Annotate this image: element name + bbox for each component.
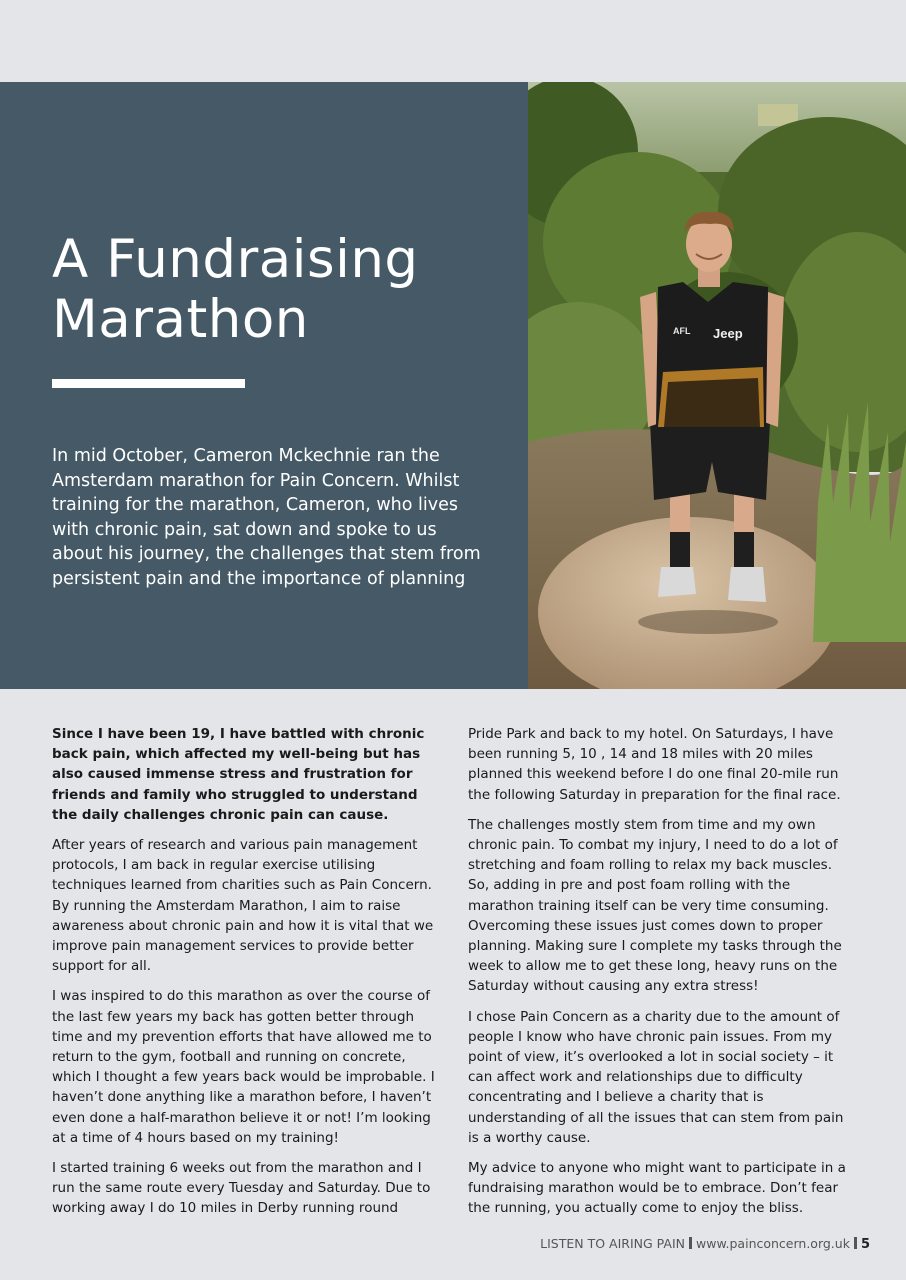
article-title-line-2: Marathon [52, 289, 309, 350]
footer-url: www.painconcern.org.uk [696, 1236, 850, 1251]
article-paragraph: Pride Park and back to my hotel. On Saturdays, I have been running 5, 10 , 14 and 18 miles with 20 miles planned this weekend before I do one final 20-mile run the following Saturday in preparation for the final race. [468, 726, 841, 803]
article-paragraph: I started training 6 weeks out from the marathon and I run the same route every Tuesday and Saturday. Due to working away I do 10 miles in Derby running round [52, 1160, 431, 1217]
article-paragraph: I chose Pain Concern as a charity due to the amount of people I know who have chronic pain issues. From my point of view, it’s overlooked a lot in social society – it can affect work and relationships due to difficulty concentrating and I believe a charity that is understanding of all the issues that can stem from pain is a worthy cause. [468, 1008, 844, 1146]
article-title [52, 230, 419, 350]
page-number: 5 [860, 1237, 870, 1252]
article-paragraph: After years of research and various pain management protocols, I am back in regular exercise utilising techniques learned from charities such as Pain Concern. By running the Amsterdam Marathon, I aim to raise awareness about chronic pain and how it is vital that we improve pain management services to provide better support for all. [52, 837, 434, 975]
runner-photo [528, 82, 906, 689]
svg-text:Jeep: Jeep [713, 326, 743, 341]
article-column-left [52, 724, 437, 1229]
hero-title-panel [0, 82, 528, 689]
article-lead-paragraph: Since I have been 19, I have battled with chronic back pain, which affected my well-being but has also caused immense stress and frustration for friends and family who struggled to understand the daily challenges chronic pain can cause. [52, 726, 425, 823]
article-column-right [468, 724, 853, 1229]
footer-listen-text: LISTEN TO AIRING PAIN [540, 1236, 685, 1251]
article-paragraph: My advice to anyone who might want to participate in a fundraising marathon would be to embrace. Don’t fear the running, you actually come to enjoy the bliss. [468, 1160, 846, 1217]
title-underline [52, 379, 245, 388]
article-title-line-1: A Fundraising [52, 229, 419, 290]
footer-separator [854, 1237, 857, 1249]
article-paragraph: The challenges mostly stem from time and my own chronic pain. To combat my injury, I need to do a lot of stretching and foam rolling to relax my back muscles. So, adding in pre and post foam rolling with the marathon training itself can be very time consuming. Overcoming these issues just comes down to proper planning. Making sure I complete my tasks through the week to allow me to get these long, heavy runs on the Saturday without causing any extra stress! [468, 816, 842, 995]
page-footer [540, 1236, 870, 1252]
footer-separator [689, 1237, 692, 1249]
article-paragraph: I was inspired to do this marathon as over the course of the last few years my back has gotten better through time and my prevention efforts that have allowed me to return to the gym, football and running on concrete, which I thought a few years back would be improbable. I haven’t done anything like a marathon before, I haven’t even done a half-marathon believe it or not! I’m looking at a time of 4 hours based on my training! [52, 988, 435, 1146]
article-intro: In mid October, Cameron Mckechnie ran the Amsterdam marathon for Pain Concern. Whilst training for the marathon, Cameron, who lives with chronic pain, sat down and spoke to us about his journey, the challenges that stem from persistent pain and the importance of planning [52, 446, 481, 589]
hero-banner [0, 82, 906, 689]
svg-text:AFL: AFL [673, 326, 691, 336]
